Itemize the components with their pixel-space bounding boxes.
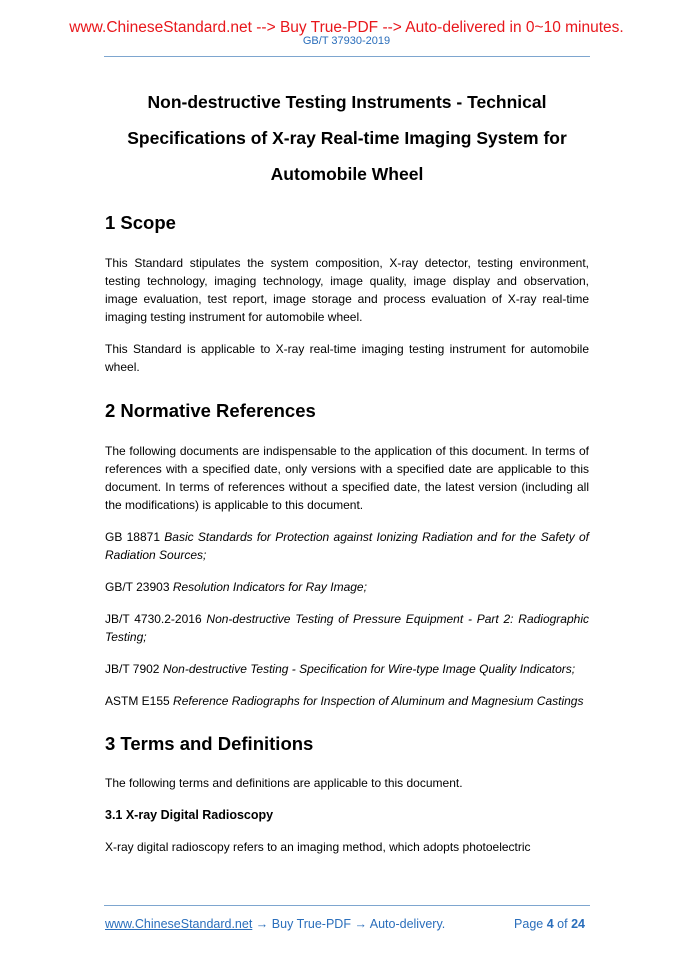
reference-code: GB 18871 [105,530,160,544]
footer-site-link[interactable]: www.ChineseStandard.net [105,917,253,931]
standard-code: GB/T 37930-2019 [302,35,391,47]
reference-title: Resolution Indicators for Ray Image; [172,580,367,594]
reference-code: ASTM E155 [105,694,170,708]
page-indicator [514,916,585,932]
arrow-icon: → [354,917,367,931]
reference-code: JB/T 4730.2-2016 [105,612,202,626]
page-label: Page [514,917,544,931]
reference-item [105,528,589,564]
subsection-heading-xray-radioscopy: 3.1 X-ray Digital Radioscopy [105,808,274,822]
reference-code: GB/T 23903 [105,580,170,594]
footer-divider [104,905,590,906]
reference-title: Non-destructive Testing of Pressure Equipment - Part 2: Radiographic Testing; [105,612,589,644]
reference-item [105,610,589,646]
terms-intro-paragraph: The following terms and definitions are applicable to this document. [105,776,463,790]
page-footer [105,916,590,932]
promo-banner[interactable]: www.ChineseStandard.net --> Buy True-PDF --> Auto-delivered in 0~10 minutes. [69,19,624,36]
page-total: 24 [571,917,585,931]
definition-paragraph: X-ray digital radioscopy refers to an imaging method, which adopts photoelectric [105,840,531,854]
title-line: Automobile Wheel [270,164,424,184]
document-title [85,84,609,192]
footer-buy-link[interactable]: Buy True-PDF [271,917,351,931]
page-content [105,84,589,856]
header-divider [104,56,590,57]
title-line: Non-destructive Testing Instruments - Technical [147,92,547,112]
references-intro-paragraph: The following documents are indispensable to the application of this document. In terms of references with a specified date, only versions with a specified date are applicable to this document. In terms of references without a specified date, the latest version (including all the modifications) is applicable to this document. [105,444,589,512]
arrow-icon: → [255,917,269,931]
section-heading-normative-references: 2 Normative References [105,400,316,421]
reference-item [105,578,589,596]
reference-item [105,660,589,678]
page-current: 4 [546,917,554,931]
reference-item [105,692,589,710]
reference-title: Non-destructive Testing - Specification for Wire-type Image Quality Indicators; [162,662,576,676]
scope-paragraph: This Standard stipulates the system composition, X-ray detector, testing environment, testing technology, imaging technology, image quality, image display and observation, image evaluation, test report, image storage and process evaluation of X-ray real-time imaging testing instrument for automobile wheel. [105,256,589,324]
reference-title: Reference Radiographs for Inspection of Aluminum and Magnesium Castings [173,694,584,708]
title-line: Specifications of X-ray Real-time Imaging System for [127,128,567,148]
section-heading-terms-definitions: 3 Terms and Definitions [105,733,314,754]
section-heading-scope: 1 Scope [105,212,176,233]
scope-applicability-paragraph: This Standard is applicable to X-ray real-time imaging testing instrument for automobile wheel. [105,342,589,374]
reference-title: Basic Standards for Protection against Ionizing Radiation and for the Safety of Radiation Sources; [105,530,590,562]
reference-code: JB/T 7902 [105,662,160,676]
footer-delivery-text: Auto-delivery. [369,917,446,931]
page-of: of [557,917,568,931]
